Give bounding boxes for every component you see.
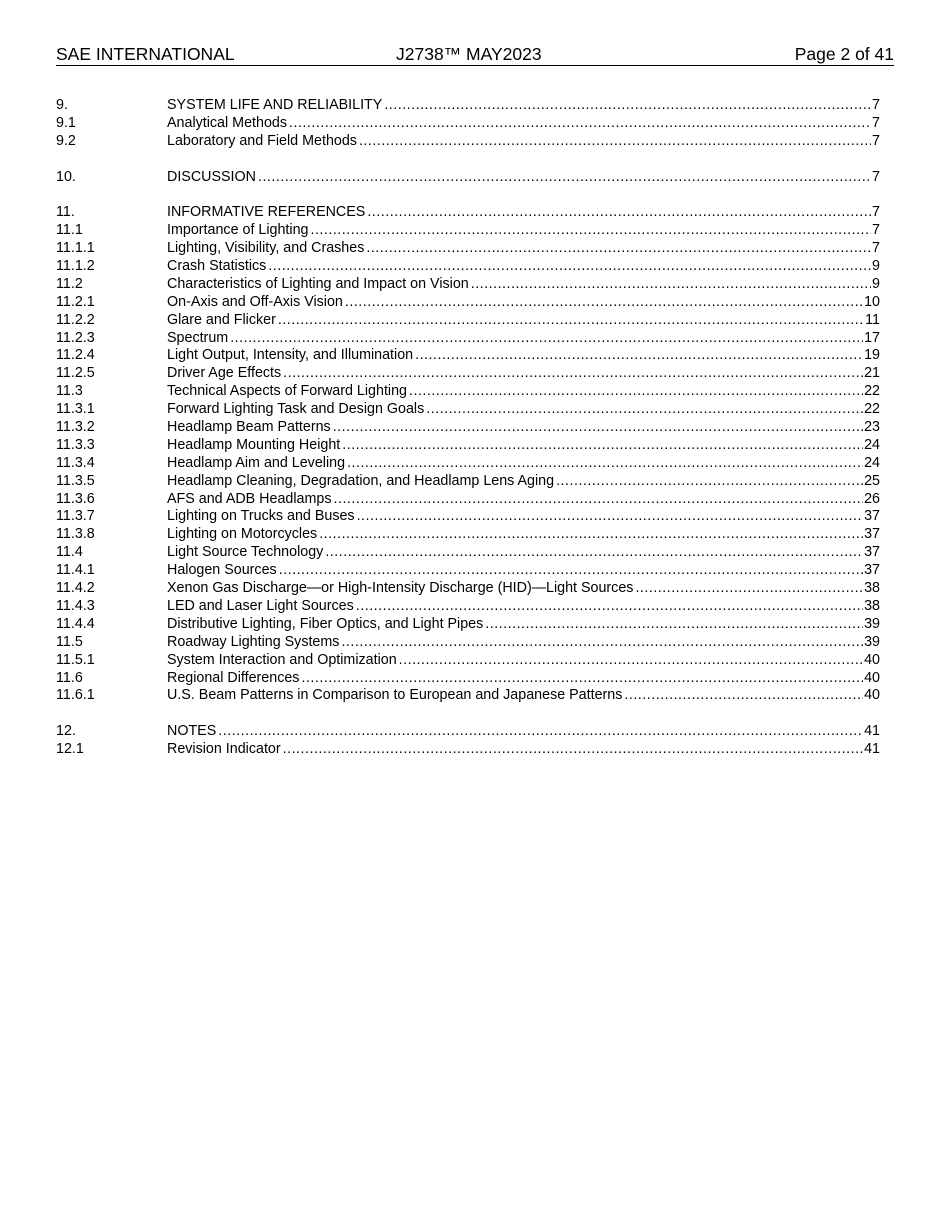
toc-entry-page: 24 — [864, 454, 880, 471]
toc-entry-title: On-Axis and Off-Axis Vision — [167, 293, 343, 310]
toc-entry-title-wrap — [167, 312, 864, 330]
toc-entry-number: 11.6 — [56, 669, 83, 686]
toc-entry-page: 38 — [864, 597, 880, 614]
toc-entry-title-wrap — [167, 687, 863, 705]
toc-entry-page: 7 — [872, 204, 880, 221]
toc-entry-number: 11.2.2 — [56, 311, 95, 328]
toc-entry-title: Lighting, Visibility, and Crashes — [167, 240, 365, 257]
toc-entry-page: 40 — [864, 687, 880, 704]
toc-entry-title-wrap — [167, 670, 863, 688]
toc-entry-title-wrap — [167, 652, 863, 670]
toc-entry-title-wrap — [167, 508, 863, 526]
toc-entry-title: Importance of Lighting — [167, 222, 309, 239]
toc-entry-title-wrap — [167, 294, 863, 312]
toc-entry-page: 41 — [864, 741, 880, 758]
toc-entry[interactable] — [56, 258, 880, 276]
toc-entry-title: Characteristics of Lighting and Impact on Vision — [167, 275, 469, 292]
toc-entry-number: 9. — [56, 97, 68, 113]
toc-entry-page: 22 — [864, 383, 880, 400]
toc-entry-title-wrap — [167, 634, 863, 652]
toc-entry-title: Headlamp Mounting Height — [167, 436, 341, 453]
toc-dot-leader — [415, 347, 863, 365]
toc-entry-title-wrap — [167, 562, 863, 580]
toc-entry[interactable] — [56, 330, 880, 348]
toc-dot-leader — [426, 401, 863, 419]
toc-entry-title: Laboratory and Field Methods — [167, 132, 357, 149]
toc-entry-page: 17 — [864, 329, 880, 346]
toc-entry-page: 10 — [864, 293, 880, 310]
toc-entry[interactable] — [56, 204, 880, 222]
toc-dot-leader — [556, 473, 863, 491]
toc-entry[interactable] — [56, 294, 880, 312]
toc-entry[interactable] — [56, 598, 880, 616]
toc-entry-page: 7 — [872, 240, 880, 257]
toc-dot-leader — [325, 544, 863, 562]
toc-entry-title-wrap — [167, 544, 863, 562]
toc-dot-leader — [471, 276, 871, 294]
toc-entry-number: 11.2 — [56, 275, 83, 292]
toc-entry-number: 9.1 — [56, 114, 76, 131]
toc-entry-page: 7 — [872, 97, 880, 113]
toc-entry-number: 11.4.3 — [56, 597, 95, 614]
toc-entry-title: Roadway Lighting Systems — [167, 633, 340, 650]
toc-entry-number: 11.1.2 — [56, 258, 95, 275]
toc-entry-page: 41 — [864, 723, 880, 740]
toc-entry-title: INFORMATIVE REFERENCES — [167, 204, 366, 221]
toc-dot-leader — [258, 169, 871, 187]
toc-entry-title-wrap — [167, 204, 871, 222]
toc-entry[interactable] — [56, 670, 880, 688]
toc-entry-number: 11.4.2 — [56, 580, 95, 597]
toc-entry-title: Light Output, Intensity, and Illumination — [167, 347, 414, 364]
toc-entry-title: Headlamp Aim and Leveling — [167, 454, 346, 471]
toc-entry-title: Technical Aspects of Forward Lighting — [167, 383, 407, 400]
toc-entry-page: 21 — [864, 365, 880, 382]
toc-dot-leader — [356, 598, 863, 616]
toc-entry-title: AFS and ADB Headlamps — [167, 490, 332, 507]
toc-entry-page: 11 — [865, 311, 880, 328]
toc-entry[interactable] — [56, 616, 880, 634]
toc-dot-leader — [319, 526, 863, 544]
toc-entry[interactable] — [56, 580, 880, 598]
toc-entry-title-wrap — [167, 258, 871, 276]
toc-entry[interactable] — [56, 544, 880, 562]
toc-entry-title-wrap — [167, 526, 863, 544]
toc-entry-page: 7 — [872, 132, 880, 149]
toc-dot-leader — [357, 508, 864, 526]
toc-entry[interactable] — [56, 437, 880, 455]
toc-entry-title-wrap — [167, 741, 863, 759]
toc-entry-number: 11.2.3 — [56, 329, 95, 346]
toc-entry-title: Spectrum — [167, 329, 229, 346]
toc-entry-title: Halogen Sources — [167, 562, 277, 579]
toc-entry-number: 11.6.1 — [56, 687, 95, 704]
toc-entry[interactable] — [56, 741, 880, 759]
toc-entry-title-wrap — [167, 723, 863, 741]
toc-entry-page: 39 — [864, 615, 880, 632]
toc-dot-leader — [279, 562, 863, 580]
toc-entry-title-wrap — [167, 276, 871, 294]
toc-entry-page: 7 — [872, 168, 880, 185]
toc-entry-number: 11.4 — [56, 544, 83, 561]
toc-entry-title: Crash Statistics — [167, 258, 267, 275]
toc-entry-number: 10. — [56, 168, 76, 185]
toc-dot-leader — [278, 312, 864, 330]
toc-dot-leader — [283, 741, 863, 759]
toc-entry-title-wrap — [167, 419, 863, 437]
toc-entry-page: 37 — [864, 544, 880, 561]
toc-entry-title: Lighting on Trucks and Buses — [167, 508, 355, 525]
toc-entry[interactable] — [56, 276, 880, 294]
toc-dot-leader — [301, 670, 863, 688]
toc-entry-page: 37 — [864, 526, 880, 543]
page-header — [56, 43, 894, 66]
toc-entry-number: 11.3.7 — [56, 508, 95, 525]
toc-entry-title: Analytical Methods — [167, 114, 287, 131]
toc-dot-leader — [409, 383, 863, 401]
toc-entry-number: 11.3.4 — [56, 454, 95, 471]
toc-entry-title: Glare and Flicker — [167, 311, 276, 328]
toc-entry-title: Distributive Lighting, Fiber Optics, and Light Pipes — [167, 615, 484, 632]
toc-entry-title-wrap — [167, 240, 871, 258]
toc-entry-title: Regional Differences — [167, 669, 300, 686]
toc-dot-leader — [283, 365, 863, 383]
toc-entry[interactable] — [56, 115, 880, 133]
toc-entry-page: 37 — [864, 562, 880, 579]
toc-dot-leader — [359, 133, 871, 151]
toc-dot-leader — [384, 97, 871, 115]
toc-dot-leader — [367, 204, 871, 222]
toc-dot-leader — [289, 115, 871, 133]
toc-entry[interactable] — [56, 562, 880, 580]
toc-entry-page: 25 — [864, 472, 880, 489]
toc-entry[interactable] — [56, 97, 880, 115]
toc-entry-number: 11.3.3 — [56, 436, 95, 453]
toc-section-group — [56, 204, 880, 705]
toc-entry-number: 11.2.4 — [56, 347, 95, 364]
toc-entry[interactable] — [56, 365, 880, 383]
toc-entry-number: 11.4.4 — [56, 615, 95, 632]
toc-entry-title: Forward Lighting Task and Design Goals — [167, 401, 425, 418]
toc-entry-title: Headlamp Cleaning, Degradation, and Headlamp Lens Aging — [167, 472, 555, 489]
toc-entry-title: Revision Indicator — [167, 741, 281, 758]
toc-entry-title-wrap — [167, 491, 863, 509]
toc-entry[interactable] — [56, 133, 880, 151]
toc-dot-leader — [342, 437, 863, 455]
header-organization: SAE INTERNATIONAL — [56, 44, 235, 64]
toc-entry-title-wrap — [167, 455, 863, 473]
toc-entry[interactable] — [56, 687, 880, 705]
header-document-id: J2738™ MAY2023 — [396, 44, 542, 64]
toc-entry-number: 11.5.1 — [56, 651, 95, 668]
toc-entry-title: LED and Laser Light Sources — [167, 597, 354, 614]
toc-section-group — [56, 723, 880, 759]
toc-entry[interactable] — [56, 455, 880, 473]
toc-entry[interactable] — [56, 634, 880, 652]
toc-dot-leader — [635, 580, 863, 598]
toc-entry[interactable] — [56, 222, 880, 240]
toc-entry-page: 9 — [872, 275, 880, 292]
toc-dot-leader — [366, 240, 871, 258]
toc-entry-title-wrap — [167, 401, 863, 419]
toc-entry-title: Driver Age Effects — [167, 365, 282, 382]
toc-entry-number: 11.3 — [56, 383, 83, 400]
toc-dot-leader — [268, 258, 871, 276]
toc-entry[interactable] — [56, 347, 880, 365]
toc-entry-page: 19 — [864, 347, 880, 364]
toc-entry-title: U.S. Beam Patterns in Comparison to European and Japanese Patterns — [167, 687, 623, 704]
toc-entry-number: 9.2 — [56, 132, 76, 149]
toc-entry-number: 11.1 — [56, 222, 83, 239]
toc-entry-page: 24 — [864, 436, 880, 453]
toc-entry-number: 11.2.1 — [56, 293, 95, 310]
toc-entry-number: 12. — [56, 723, 76, 740]
toc-entry-page: 9 — [872, 258, 880, 275]
toc-entry-title-wrap — [167, 222, 871, 240]
toc-entry-number: 11.3.1 — [56, 401, 95, 418]
toc-entry-page: 40 — [864, 651, 880, 668]
toc-entry-title-wrap — [167, 347, 863, 365]
toc-entry-number: 11.3.6 — [56, 490, 95, 507]
toc-entry-page: 40 — [864, 669, 880, 686]
toc-dot-leader — [334, 491, 864, 509]
toc-entry-title-wrap — [167, 383, 863, 401]
toc-entry-title: System Interaction and Optimization — [167, 651, 397, 668]
toc-entry[interactable] — [56, 383, 880, 401]
toc-entry[interactable] — [56, 401, 880, 419]
toc-entry[interactable] — [56, 491, 880, 509]
toc-dot-leader — [341, 634, 863, 652]
toc-entry-number: 11.4.1 — [56, 562, 95, 579]
toc-entry-title: Lighting on Motorcycles — [167, 526, 318, 543]
toc-entry-page: 26 — [864, 490, 880, 507]
toc-dot-leader — [218, 723, 863, 741]
toc-entry-title-wrap — [167, 580, 863, 598]
toc-entry-title: SYSTEM LIFE AND RELIABILITY — [167, 97, 383, 113]
toc-entry-title: NOTES — [167, 723, 217, 740]
toc-section-group — [56, 97, 880, 151]
toc-entry-title-wrap — [167, 133, 871, 151]
toc-entry[interactable] — [56, 169, 880, 187]
toc-entry-page: 7 — [872, 222, 880, 239]
toc-entry-title: Headlamp Beam Patterns — [167, 419, 331, 436]
toc-entry-page: 37 — [864, 508, 880, 525]
toc-dot-leader — [485, 616, 863, 634]
toc-entry[interactable] — [56, 240, 880, 258]
toc-entry[interactable] — [56, 652, 880, 670]
toc-entry-number: 11.3.2 — [56, 419, 95, 436]
toc-entry-title-wrap — [167, 97, 871, 115]
toc-dot-leader — [333, 419, 863, 437]
toc-entry[interactable] — [56, 723, 880, 741]
toc-entry[interactable] — [56, 473, 880, 491]
toc-entry-title-wrap — [167, 473, 863, 491]
toc-entry[interactable] — [56, 312, 880, 330]
toc-entry-title-wrap — [167, 115, 871, 133]
toc-dot-leader — [399, 652, 863, 670]
toc-entry-title-wrap — [167, 169, 871, 187]
toc-entry-number: 12.1 — [56, 741, 84, 758]
toc-entry[interactable] — [56, 419, 880, 437]
toc-entry-page: 22 — [864, 401, 880, 418]
toc-entry-title: Xenon Gas Discharge—or High-Intensity Discharge (HID)—Light Sources — [167, 580, 634, 597]
toc-entry-number: 11.3.8 — [56, 526, 95, 543]
toc-entry-page: 7 — [872, 114, 880, 131]
toc-entry-number: 11.2.5 — [56, 365, 95, 382]
toc-entry[interactable] — [56, 508, 880, 526]
toc-dot-leader — [624, 687, 863, 705]
toc-entry-page: 39 — [864, 633, 880, 650]
toc-dot-leader — [310, 222, 871, 240]
table-of-contents — [56, 97, 880, 777]
toc-entry-number: 11.1.1 — [56, 240, 95, 257]
toc-entry-title: DISCUSSION — [167, 168, 256, 185]
toc-entry-title-wrap — [167, 437, 863, 455]
toc-entry-title: Light Source Technology — [167, 544, 324, 561]
toc-entry-page: 38 — [864, 580, 880, 597]
toc-entry-number: 11. — [56, 204, 75, 221]
toc-entry-title-wrap — [167, 616, 863, 634]
toc-section-group — [56, 169, 880, 187]
toc-entry-title-wrap — [167, 365, 863, 383]
toc-entry[interactable] — [56, 526, 880, 544]
toc-dot-leader — [345, 294, 863, 312]
toc-entry-title-wrap — [167, 330, 863, 348]
toc-dot-leader — [347, 455, 863, 473]
toc-entry-number: 11.3.5 — [56, 472, 95, 489]
toc-entry-page: 23 — [864, 419, 880, 436]
toc-dot-leader — [230, 330, 863, 348]
toc-entry-title-wrap — [167, 598, 863, 616]
toc-entry-number: 11.5 — [56, 633, 83, 650]
header-page-number: Page 2 of 41 — [794, 44, 894, 64]
